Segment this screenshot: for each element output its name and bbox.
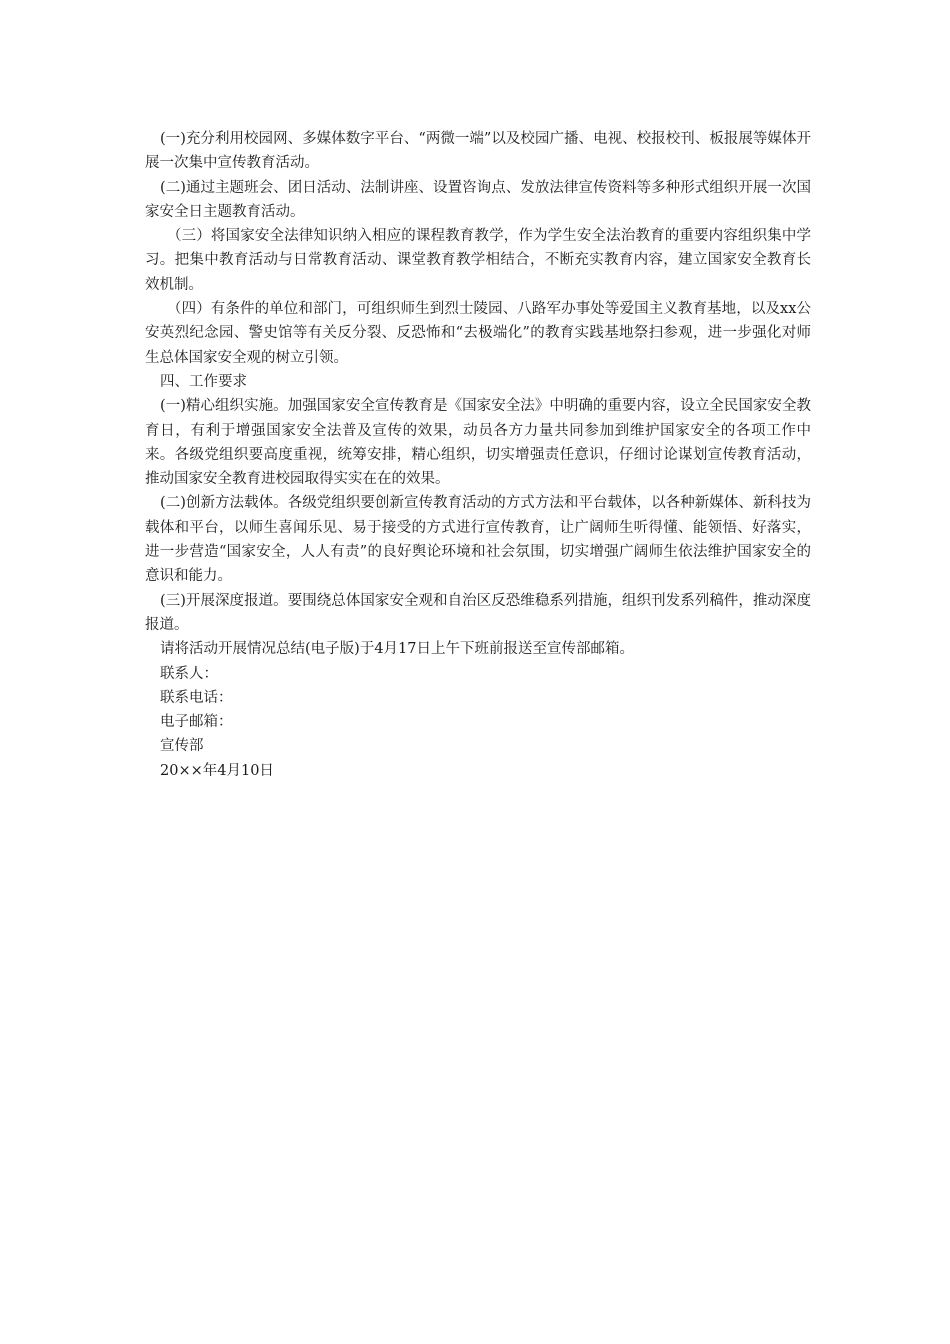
paragraph-2: (二)通过主题班会、团日活动、法制讲座、设置咨询点、发放法律宣传资料等多种形式组织开展一次国家安全日主题教育活动。 (145, 179, 811, 220)
section-heading-work-requirements: 四、工作要求 (160, 373, 247, 390)
submission-notice: 请将活动开展情况总结(电子版)于4月17日上午下班前报送至宣传部邮箱。 (160, 641, 634, 658)
paragraph-5: (一)精心组织实施。加强国家安全宣传教育是《国家安全法》中明确的重要内容，设立全民国家安全教育日，有利于增强国家安全法普及宣传的效果，动员各方力量共同参加到维护国家安全的各项工作中来。各级党组织要高度重视，统筹安排，精心组织，切实增强责任意识，仔细讨论谋划宣传教育活动，推动国家安全教育进校园取得实实在在的效果。 (145, 398, 811, 488)
department-signature: 宣传部 (160, 738, 204, 755)
paragraph-6: (二)创新方法载体。各级党组织要创新宣传教育活动的方式方法和平台载体，以各种新媒体、新科技为载体和平台，以师生喜闻乐见、易于接受的方式进行宣传教育，让广阔师生听得懂、能领悟、好落实，进一步营造“国家安全，人人有责”的良好舆论环境和社会氛围，切实增强广阔师生依法维护国家安全的意识和能力。 (145, 495, 811, 585)
email-label: 电子邮箱： (160, 714, 233, 731)
contact-phone-label: 联系电话： (160, 689, 233, 706)
paragraph-4: （四）有条件的单位和部门，可组织师生到烈士陵园、八路军办事处等爱国主义教育基地，以及xx公安英烈纪念园、警史馆等有关反分裂、反恐怖和“去极端化”的教育实践基地祭扫参观，进一步强化对师生总体国家安全观的树立引领。 (145, 301, 811, 366)
paragraph-3: （三）将国家安全法律知识纳入相应的课程教育教学，作为学生安全法治教育的重要内容组织集中学习。把集中教育活动与日常教育活动、课堂教育教学相结合，不断充实教育内容，建立国家安全教育长效机制。 (145, 228, 811, 293)
document-date: 20××年4月10日 (160, 762, 274, 779)
contact-person-label: 联系人： (160, 665, 218, 682)
document-body (145, 127, 811, 783)
paragraph-1: (一)充分利用校园网、多媒体数字平台、“两微一端”以及校园广播、电视、校报校刊、板报展等媒体开展一次集中宣传教育活动。 (145, 131, 811, 172)
paragraph-7: (三)开展深度报道。要围绕总体国家安全观和自治区反恐维稳系列措施，组织刊发系列稿件，推动深度报道。 (145, 592, 811, 633)
